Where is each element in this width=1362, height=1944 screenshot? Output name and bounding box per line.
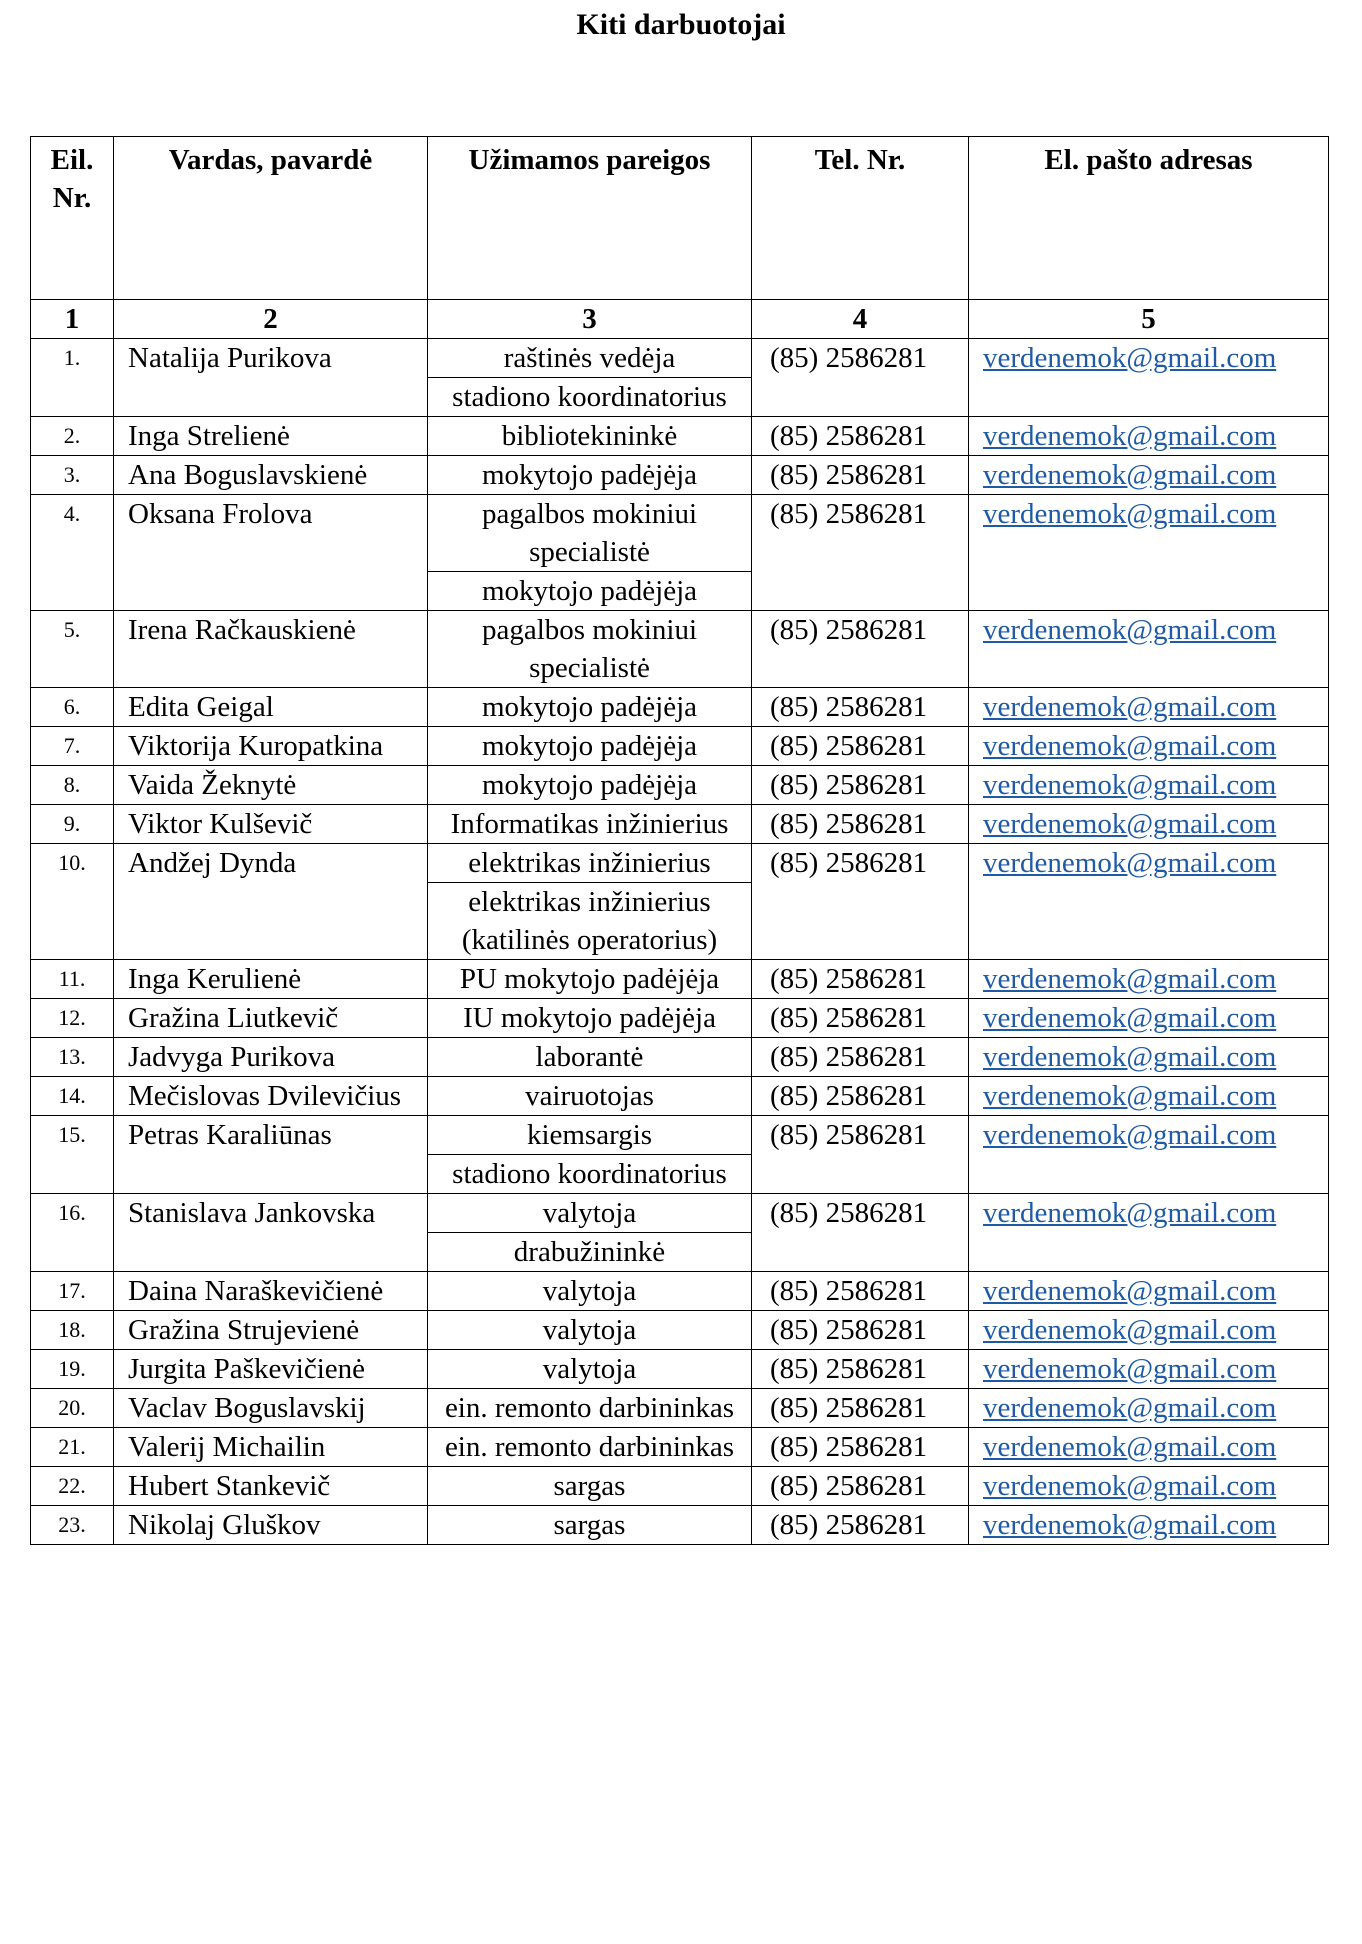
employee-name: Inga Kerulienė (114, 960, 428, 999)
staff-table (30, 136, 1329, 1545)
row-number: 23. (31, 1506, 114, 1545)
phone-number: (85) 2586281 (752, 1311, 969, 1350)
row-number: 8. (31, 766, 114, 805)
employee-name: Jurgita Paškevičienė (114, 1350, 428, 1389)
employee-position: elektrikas inžinierius (428, 844, 752, 883)
email-link[interactable]: verdenemok@gmail.com (983, 691, 1277, 723)
email-link[interactable]: verdenemok@gmail.com (983, 420, 1277, 452)
employee-name: Petras Karaliūnas (114, 1116, 428, 1194)
header-email: El. pašto adresas (969, 137, 1329, 300)
email-cell (969, 999, 1329, 1038)
phone-number: (85) 2586281 (752, 1038, 969, 1077)
row-number: 11. (31, 960, 114, 999)
email-link[interactable]: verdenemok@gmail.com (983, 1392, 1277, 1424)
table-row (31, 844, 1329, 883)
employee-name: Jadvyga Purikova (114, 1038, 428, 1077)
employee-name: Gražina Strujevienė (114, 1311, 428, 1350)
employee-position: stadiono koordinatorius (428, 378, 752, 417)
email-cell (969, 1194, 1329, 1272)
row-number: 2. (31, 417, 114, 456)
row-number: 13. (31, 1038, 114, 1077)
table-row (31, 727, 1329, 766)
employee-name: Andžej Dynda (114, 844, 428, 960)
employee-name: Daina Naraškevičienė (114, 1272, 428, 1311)
employee-name: Viktor Kulševič (114, 805, 428, 844)
email-link[interactable]: verdenemok@gmail.com (983, 847, 1277, 879)
email-cell (969, 339, 1329, 417)
employee-position: ein. remonto darbininkas (428, 1389, 752, 1428)
phone-number: (85) 2586281 (752, 456, 969, 495)
email-link[interactable]: verdenemok@gmail.com (983, 498, 1277, 530)
row-number: 14. (31, 1077, 114, 1116)
employee-position: sargas (428, 1467, 752, 1506)
table-row (31, 1077, 1329, 1116)
employee-position: pagalbos mokiniui specialistė (428, 611, 752, 688)
table-row (31, 611, 1329, 688)
row-number: 22. (31, 1467, 114, 1506)
phone-number: (85) 2586281 (752, 495, 969, 611)
phone-number: (85) 2586281 (752, 611, 969, 688)
email-link[interactable]: verdenemok@gmail.com (983, 614, 1277, 646)
table-body (31, 339, 1329, 1545)
email-link[interactable]: verdenemok@gmail.com (983, 459, 1277, 491)
phone-number: (85) 2586281 (752, 339, 969, 417)
phone-number: (85) 2586281 (752, 999, 969, 1038)
table-row (31, 495, 1329, 572)
header-name: Vardas, pavardė (114, 137, 428, 300)
email-cell (969, 766, 1329, 805)
row-number: 7. (31, 727, 114, 766)
email-link[interactable]: verdenemok@gmail.com (983, 963, 1277, 995)
employee-name: Viktorija Kuropatkina (114, 727, 428, 766)
email-cell (969, 844, 1329, 960)
employee-name: Valerij Michailin (114, 1428, 428, 1467)
employee-position: PU mokytojo padėjėja (428, 960, 752, 999)
employee-position: mokytojo padėjėja (428, 766, 752, 805)
employee-name: Ana Boguslavskienė (114, 456, 428, 495)
row-number: 10. (31, 844, 114, 960)
employee-name: Edita Geigal (114, 688, 428, 727)
employee-position: kiemsargis (428, 1116, 752, 1155)
employee-position: vairuotojas (428, 1077, 752, 1116)
email-link[interactable]: verdenemok@gmail.com (983, 808, 1277, 840)
phone-number: (85) 2586281 (752, 417, 969, 456)
email-cell (969, 1506, 1329, 1545)
email-link[interactable]: verdenemok@gmail.com (983, 1197, 1277, 1229)
email-cell (969, 1350, 1329, 1389)
header-row (31, 137, 1329, 300)
email-link[interactable]: verdenemok@gmail.com (983, 730, 1277, 762)
email-cell (969, 495, 1329, 611)
email-cell (969, 1389, 1329, 1428)
table-row (31, 1428, 1329, 1467)
email-link[interactable]: verdenemok@gmail.com (983, 1119, 1277, 1151)
employee-position: mokytojo padėjėja (428, 688, 752, 727)
email-link[interactable]: verdenemok@gmail.com (983, 342, 1277, 374)
email-link[interactable]: verdenemok@gmail.com (983, 1509, 1277, 1541)
table-row (31, 805, 1329, 844)
phone-number: (85) 2586281 (752, 844, 969, 960)
column-number: 1 (31, 300, 114, 339)
header-nr: Eil. Nr. (31, 137, 114, 300)
employee-name: Vaclav Boguslavskij (114, 1389, 428, 1428)
employee-name: Hubert Stankevič (114, 1467, 428, 1506)
email-link[interactable]: verdenemok@gmail.com (983, 1353, 1277, 1385)
row-number: 1. (31, 339, 114, 417)
employee-position: valytoja (428, 1350, 752, 1389)
table-row (31, 766, 1329, 805)
phone-number: (85) 2586281 (752, 1272, 969, 1311)
table-row (31, 1194, 1329, 1233)
phone-number: (85) 2586281 (752, 1194, 969, 1272)
email-cell (969, 611, 1329, 688)
employee-position: stadiono koordinatorius (428, 1155, 752, 1194)
email-cell (969, 1467, 1329, 1506)
email-cell (969, 1311, 1329, 1350)
row-number: 19. (31, 1350, 114, 1389)
employee-position: pagalbos mokiniui specialistė (428, 495, 752, 572)
employee-position: raštinės vedėja (428, 339, 752, 378)
table-row (31, 999, 1329, 1038)
employee-position: sargas (428, 1506, 752, 1545)
table-row (31, 339, 1329, 378)
row-number: 9. (31, 805, 114, 844)
employee-name: Stanislava Jankovska (114, 1194, 428, 1272)
email-cell (969, 1116, 1329, 1194)
employee-position: drabužininkė (428, 1233, 752, 1272)
column-number-row (31, 300, 1329, 339)
table-row (31, 1038, 1329, 1077)
email-link[interactable]: verdenemok@gmail.com (983, 1041, 1277, 1073)
email-link[interactable]: verdenemok@gmail.com (983, 1275, 1277, 1307)
table-row (31, 1116, 1329, 1155)
header-position: Užimamos pareigos (428, 137, 752, 300)
employee-position: mokytojo padėjėja (428, 572, 752, 611)
row-number: 15. (31, 1116, 114, 1194)
email-cell (969, 805, 1329, 844)
employee-name: Nikolaj Gluškov (114, 1506, 428, 1545)
email-link[interactable]: verdenemok@gmail.com (983, 769, 1277, 801)
email-cell (969, 1077, 1329, 1116)
email-cell (969, 456, 1329, 495)
row-number: 17. (31, 1272, 114, 1311)
employee-position: bibliotekininkė (428, 417, 752, 456)
row-number: 18. (31, 1311, 114, 1350)
employee-position: ein. remonto darbininkas (428, 1428, 752, 1467)
phone-number: (85) 2586281 (752, 1428, 969, 1467)
phone-number: (85) 2586281 (752, 805, 969, 844)
table-row (31, 960, 1329, 999)
table-row (31, 1350, 1329, 1389)
column-number: 4 (752, 300, 969, 339)
email-link[interactable]: verdenemok@gmail.com (983, 1080, 1277, 1112)
column-number: 2 (114, 300, 428, 339)
row-number: 21. (31, 1428, 114, 1467)
email-cell (969, 727, 1329, 766)
email-cell (969, 1272, 1329, 1311)
phone-number: (85) 2586281 (752, 766, 969, 805)
phone-number: (85) 2586281 (752, 1077, 969, 1116)
phone-number: (85) 2586281 (752, 688, 969, 727)
employee-name: Mečislovas Dvilevičius (114, 1077, 428, 1116)
employee-position: mokytojo padėjėja (428, 456, 752, 495)
email-cell (969, 688, 1329, 727)
employee-position: mokytojo padėjėja (428, 727, 752, 766)
phone-number: (85) 2586281 (752, 1116, 969, 1194)
email-link[interactable]: verdenemok@gmail.com (983, 1314, 1277, 1346)
email-cell (969, 960, 1329, 999)
employee-name: Natalija Purikova (114, 339, 428, 417)
table-row (31, 1272, 1329, 1311)
employee-position: valytoja (428, 1194, 752, 1233)
email-cell (969, 1428, 1329, 1467)
phone-number: (85) 2586281 (752, 960, 969, 999)
row-number: 3. (31, 456, 114, 495)
email-link[interactable]: verdenemok@gmail.com (983, 1470, 1277, 1502)
header-phone: Tel. Nr. (752, 137, 969, 300)
employee-name: Inga Strelienė (114, 417, 428, 456)
employee-name: Vaida Žeknytė (114, 766, 428, 805)
column-number: 5 (969, 300, 1329, 339)
employee-name: Irena Račkauskienė (114, 611, 428, 688)
table-row (31, 456, 1329, 495)
employee-position: elektrikas inžinierius (katilinės operatorius) (428, 883, 752, 960)
column-number: 3 (428, 300, 752, 339)
employee-position: valytoja (428, 1311, 752, 1350)
employee-position: laborantė (428, 1038, 752, 1077)
employee-position: valytoja (428, 1272, 752, 1311)
table-row (31, 1311, 1329, 1350)
email-cell (969, 417, 1329, 456)
email-link[interactable]: verdenemok@gmail.com (983, 1002, 1277, 1034)
phone-number: (85) 2586281 (752, 1506, 969, 1545)
table-head (31, 137, 1329, 339)
table-row (31, 417, 1329, 456)
email-cell (969, 1038, 1329, 1077)
phone-number: (85) 2586281 (752, 727, 969, 766)
row-number: 20. (31, 1389, 114, 1428)
employee-name: Oksana Frolova (114, 495, 428, 611)
row-number: 12. (31, 999, 114, 1038)
employee-name: Gražina Liutkevič (114, 999, 428, 1038)
table-row (31, 688, 1329, 727)
table-row (31, 1506, 1329, 1545)
row-number: 4. (31, 495, 114, 611)
phone-number: (85) 2586281 (752, 1467, 969, 1506)
row-number: 6. (31, 688, 114, 727)
employee-position: Informatikas inžinierius (428, 805, 752, 844)
row-number: 5. (31, 611, 114, 688)
email-link[interactable]: verdenemok@gmail.com (983, 1431, 1277, 1463)
table-row (31, 1389, 1329, 1428)
phone-number: (85) 2586281 (752, 1389, 969, 1428)
row-number: 16. (31, 1194, 114, 1272)
table-row (31, 1467, 1329, 1506)
employee-position: IU mokytojo padėjėja (428, 999, 752, 1038)
page-title: Kiti darbuotojai (576, 8, 786, 41)
phone-number: (85) 2586281 (752, 1350, 969, 1389)
